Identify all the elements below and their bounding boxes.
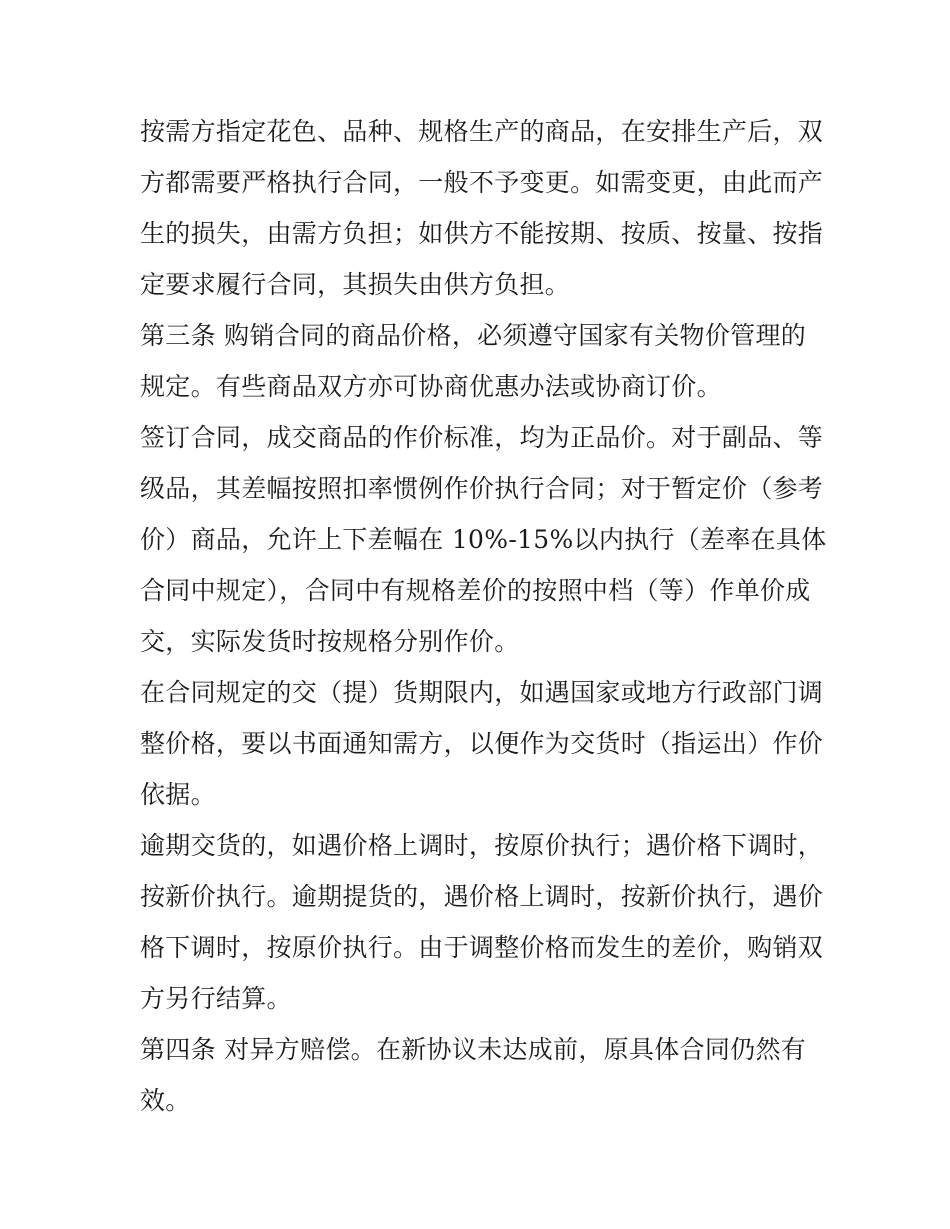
text-line: 方另行结算。 xyxy=(140,984,292,1013)
text-line: 效。 xyxy=(140,1086,191,1115)
text-line: 在合同规定的交（提）货期限内，如遇国家或地方行政部门调 xyxy=(140,678,824,707)
text-line: 签订合同，成交商品的作价标准，均为正品价。对于副品、等 xyxy=(140,423,824,452)
text-line: 级品，其差幅按照扣率惯例作价执行合同；对于暂定价（参考 xyxy=(140,474,824,503)
text-line: 按需方指定花色、品种、规格生产的商品，在安排生产后，双 xyxy=(140,117,824,146)
text-line: 依据。 xyxy=(140,780,216,809)
text-line: 价）商品，允许上下差幅在 10%-15%以内执行（差率在具体 xyxy=(140,525,827,554)
text-line: 方都需要严格执行合同，一般不予变更。如需变更，由此而产 xyxy=(140,168,824,197)
text-line: 格下调时，按原价执行。由于调整价格而发生的差价，购销双 xyxy=(140,933,824,962)
text-line: 生的损失，由需方负担；如供方不能按期、按质、按量、按指 xyxy=(140,219,824,248)
text-line: 规定。有些商品双方亦可协商优惠办法或协商订价。 xyxy=(140,372,722,401)
document-body xyxy=(140,106,830,1126)
text-line: 合同中规定），合同中有规格差价的按照中档（等）作单价成 xyxy=(140,576,811,605)
text-line: 按新价执行。逾期提货的，遇价格上调时，按新价执行，遇价 xyxy=(140,882,824,911)
text-line: 整价格，要以书面通知需方，以便作为交货时（指运出）作价 xyxy=(140,729,824,758)
text-line: 定要求履行合同，其损失由供方负担。 xyxy=(140,270,571,299)
text-line: 第三条 购销合同的商品价格，必须遵守国家有关物价管理的 xyxy=(140,321,807,350)
text-line: 第四条 对异方赔偿。在新协议未达成前，原具体合同仍然有 xyxy=(140,1035,807,1064)
text-line: 交，实际发货时按规格分别作价。 xyxy=(140,627,520,656)
text-line: 逾期交货的，如遇价格上调时，按原价执行；遇价格下调时， xyxy=(140,831,824,860)
